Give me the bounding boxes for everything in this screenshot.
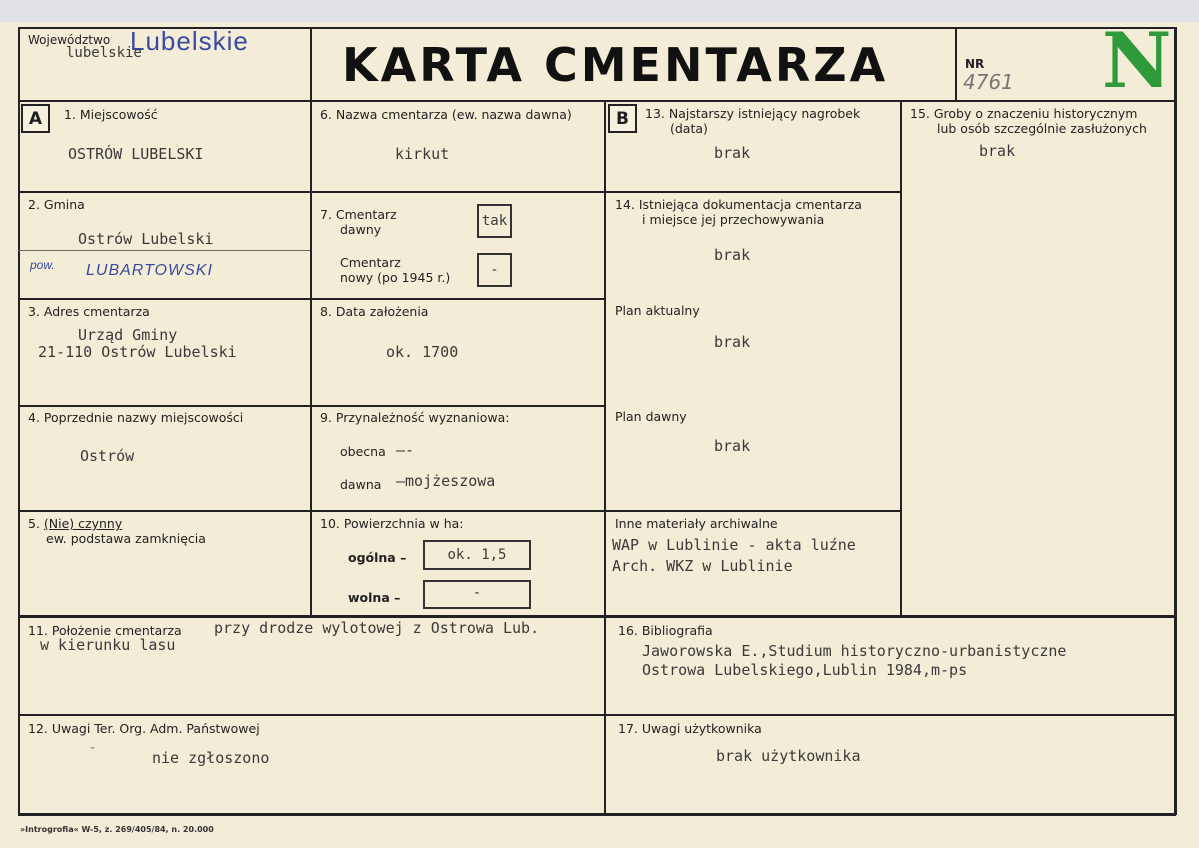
field-5-label-underlined: (Nie) czynny <box>43 516 123 531</box>
field-13-label-line2: (data) <box>670 121 708 136</box>
inne-materialy-value-line1: WAP w Lublinie - akta luźne <box>612 536 856 554</box>
field-5-label-line2: ew. podstawa zamknięcia <box>46 531 206 546</box>
field-2-handwritten: LUBARTOWSKI <box>86 262 213 279</box>
field-14-label-line1: 14. Istniejąca dokumentacja cmentarza <box>615 197 862 212</box>
plan-aktualny-label: Plan aktualny <box>615 303 700 318</box>
inne-materialy-label: Inne materiały archiwalne <box>615 516 778 531</box>
wojewodztwo-label: Województwo <box>28 33 111 47</box>
wojewodztwo-typed: lubelskie <box>66 45 142 61</box>
field-5-label <box>28 516 122 531</box>
field-9-obecna-label: obecna <box>340 444 386 459</box>
row-b-1 <box>604 191 900 193</box>
row-a-3 <box>18 405 604 407</box>
nr-label: NR <box>965 57 985 71</box>
field-12-dash: - <box>88 738 98 756</box>
field-17-label: 17. Uwagi użytkownika <box>618 721 762 736</box>
row-main-6 <box>18 714 1176 716</box>
field-6-value: kirkut <box>395 145 450 163</box>
field-9-dawna-label: dawna <box>340 477 382 492</box>
plan-dawny-label: Plan dawny <box>615 409 687 424</box>
field-16-label: 16. Bibliografia <box>618 623 713 638</box>
field-3-value-line1: Urząd Gminy <box>78 326 178 344</box>
wojewodztwo-stamp: Lubelskie <box>130 26 249 56</box>
field-7-nowy-label-2: nowy (po 1945 r.) <box>340 270 451 285</box>
field-6-label: 6. Nazwa cmentarza (ew. nazwa dawna) <box>320 107 572 122</box>
field-15-value: brak <box>979 142 1016 160</box>
col-divider-1 <box>310 100 312 615</box>
field-15-label-line2: lub osób szczególnie zasłużonych <box>937 121 1147 136</box>
field-7-dawny-box: tak <box>477 204 512 238</box>
field-8-label: 8. Data założenia <box>320 304 429 319</box>
field-4-label: 4. Poprzednie nazwy miejscowości <box>28 410 244 425</box>
plan-aktualny-value: brak <box>714 333 751 351</box>
field-3-value-line2: 21-110 Ostrów Lubelski <box>38 343 237 361</box>
card-title: KARTA CMENTARZA <box>342 38 889 92</box>
field-2-handwritten-prefix: pow. <box>30 258 55 272</box>
field-11-value-line1: przy drodze wylotowej z Ostrowa Lub. <box>214 619 540 637</box>
field-16-value-line2: Ostrowa Lubelskiego,Lublin 1984,m-ps <box>642 661 968 679</box>
border-bottom <box>18 813 1176 816</box>
field-7-nowy-box: - <box>477 253 512 287</box>
field-10-wolna-box: - <box>423 580 531 609</box>
row-a-1 <box>18 191 604 193</box>
plan-dawny-value: brak <box>714 437 751 455</box>
row-main-5 <box>18 615 1176 618</box>
field-14-value: brak <box>714 246 751 264</box>
field-7-dawny-label-1: 7. Cmentarz <box>320 207 397 222</box>
col-divider-3 <box>900 100 902 615</box>
inne-materialy-value-line2: Arch. WKZ w Lublinie <box>612 557 793 575</box>
header-divider <box>18 100 1176 102</box>
row-b-inne <box>604 510 900 512</box>
field-3-label: 3. Adres cmentarza <box>28 304 150 319</box>
field-13-value: brak <box>714 144 751 162</box>
field-11-value-line2: w kierunku lasu <box>40 636 176 654</box>
field-12-label: 12. Uwagi Ter. Org. Adm. Państwowej <box>28 721 260 736</box>
field-10-wolna-label: wolna – <box>348 590 401 605</box>
border-left <box>18 27 20 815</box>
field-4-value: Ostrów <box>80 447 135 465</box>
row-gmina-sub <box>18 250 310 251</box>
field-15-label-line1: 15. Groby o znaczeniu historycznym <box>910 106 1138 121</box>
section-a-marker: A <box>21 104 50 133</box>
field-1-label: 1. Miejscowość <box>64 107 158 122</box>
field-12-value: nie zgłoszono <box>152 749 270 767</box>
field-10-label: 10. Powierzchnia w ha: <box>320 516 464 531</box>
field-10-ogolna-box: ok. 1,5 <box>423 540 531 570</box>
field-9-obecna-value: –- <box>396 441 415 459</box>
printer-imprint: »Introgrofia« W-5, z. 269/405/84, n. 20.000 <box>20 825 214 834</box>
header-v2 <box>955 27 957 102</box>
row-a-2 <box>18 298 604 300</box>
field-2-label: 2. Gmina <box>28 197 85 212</box>
scan-background-strip <box>0 0 1199 22</box>
row-a-4b <box>310 510 604 512</box>
section-b-marker: B <box>608 104 637 133</box>
field-1-value: OSTRÓW LUBELSKI <box>68 145 204 163</box>
field-5-label-prefix: 5. <box>28 516 44 531</box>
field-10-ogolna-label: ogólna – <box>348 550 407 565</box>
field-17-value: brak użytkownika <box>716 747 861 765</box>
field-11-label: 11. Położenie cmentarza <box>28 623 182 638</box>
field-16-value-line1: Jaworowska E.,Studium historyczno-urbanistyczne <box>642 642 1067 660</box>
field-7-dawny-label-2: dawny <box>340 222 382 237</box>
header-v1 <box>310 27 312 102</box>
border-right <box>1174 27 1177 815</box>
green-mark: N <box>1102 16 1172 105</box>
col-divider-2 <box>604 100 606 815</box>
field-13-label-line1: 13. Najstarszy istniejący nagrobek <box>645 106 861 121</box>
field-2-value: Ostrów Lubelski <box>78 230 214 248</box>
field-8-value: ok. 1700 <box>386 343 459 361</box>
field-9-label: 9. Przynależność wyznaniowa: <box>320 410 510 425</box>
field-14-label-line2: i miejsce jej przechowywania <box>642 212 825 227</box>
field-9-dawna-value: –mojżeszowa <box>396 472 496 490</box>
field-7-nowy-label-1: Cmentarz <box>340 255 401 270</box>
nr-value: 4761 <box>963 70 1014 94</box>
row-a-4a <box>18 510 310 512</box>
